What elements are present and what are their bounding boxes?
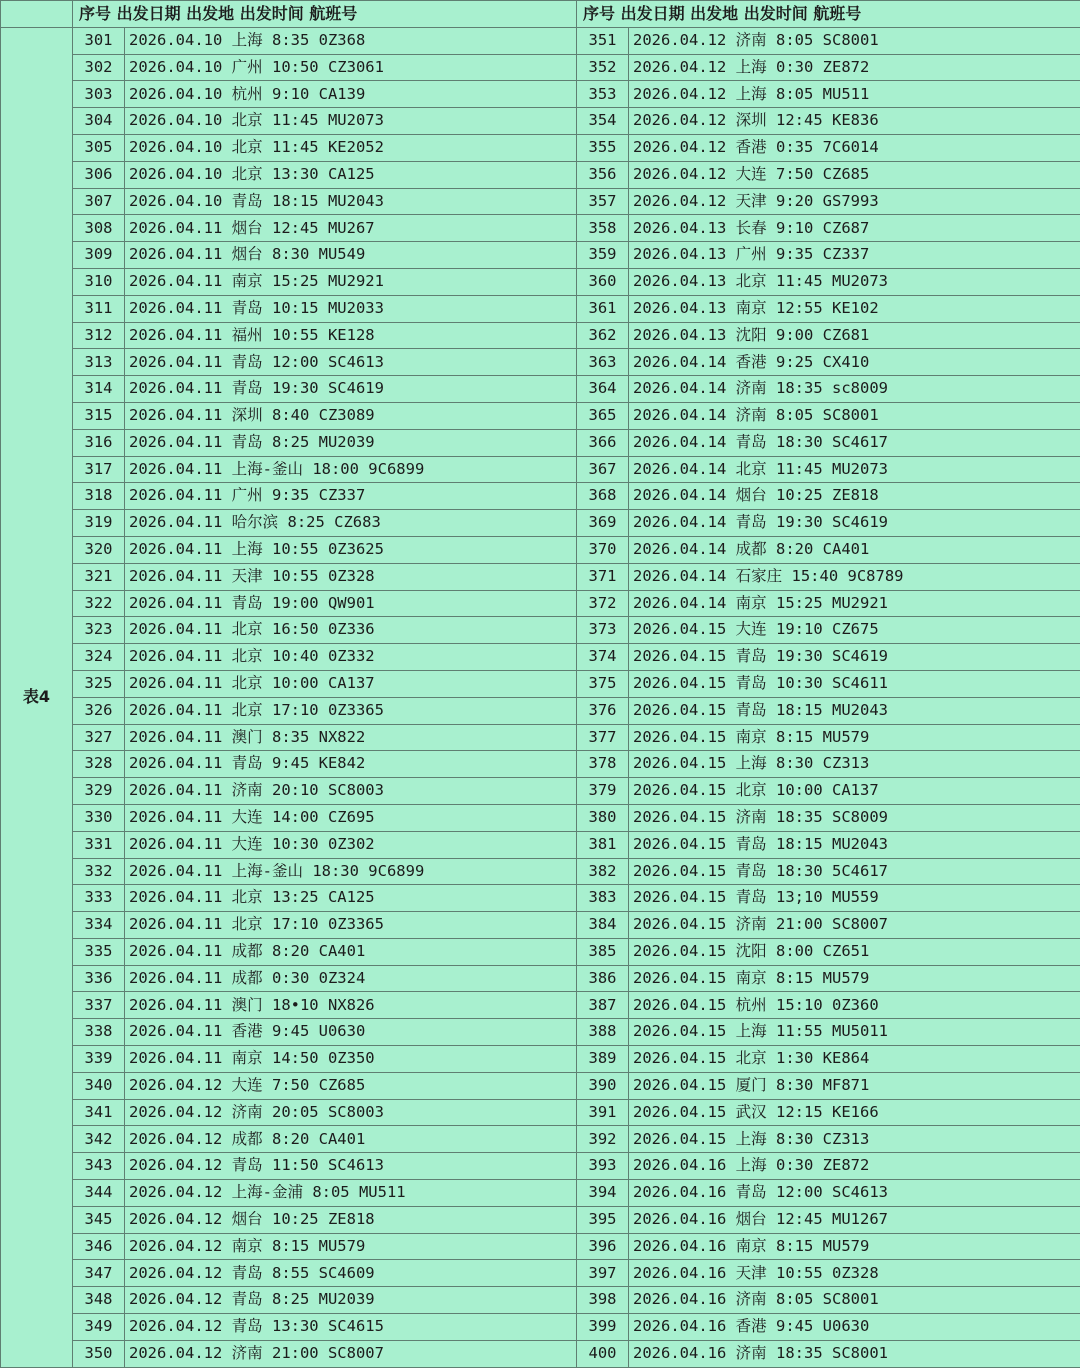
table-row [1, 1019, 1080, 1046]
right-row-number: 352 [577, 54, 629, 81]
right-row-number: 353 [577, 81, 629, 108]
left-row-number: 327 [73, 724, 125, 751]
left-row-details: 2026.04.11 澳门 18•10 NX826 [125, 992, 577, 1019]
table-row [1, 429, 1080, 456]
left-row-number: 333 [73, 885, 125, 912]
left-row-details: 2026.04.11 青岛 8:25 MU2039 [125, 429, 577, 456]
right-row-details: 2026.04.15 厦门 8:30 MF871 [629, 1072, 1080, 1099]
left-row-number: 350 [73, 1340, 125, 1367]
left-row-number: 318 [73, 483, 125, 510]
table-row [1, 1206, 1080, 1233]
table-row [1, 1340, 1080, 1367]
right-row-details: 2026.04.14 南京 15:25 MU2921 [629, 590, 1080, 617]
header-right: 序号 出发日期 出发地 出发时间 航班号 [577, 1, 1080, 28]
right-row-number: 397 [577, 1260, 629, 1287]
left-row-number: 307 [73, 188, 125, 215]
left-row-details: 2026.04.11 烟台 12:45 MU267 [125, 215, 577, 242]
left-row-number: 320 [73, 536, 125, 563]
header-left: 序号 出发日期 出发地 出发时间 航班号 [73, 1, 577, 28]
right-row-details: 2026.04.14 石家庄 15:40 9C8789 [629, 563, 1080, 590]
table-row [1, 778, 1080, 805]
table-row [1, 81, 1080, 108]
left-row-number: 329 [73, 778, 125, 805]
right-row-number: 392 [577, 1126, 629, 1153]
left-row-details: 2026.04.12 青岛 11:50 SC4613 [125, 1153, 577, 1180]
right-row-details: 2026.04.15 济南 21:00 SC8007 [629, 912, 1080, 939]
right-row-details: 2026.04.15 武汉 12:15 KE166 [629, 1099, 1080, 1126]
table-row [1, 295, 1080, 322]
right-row-details: 2026.04.13 长春 9:10 CZ687 [629, 215, 1080, 242]
table-row [1, 536, 1080, 563]
table-row [1, 1072, 1080, 1099]
left-row-details: 2026.04.11 成都 0:30 0Z324 [125, 965, 577, 992]
right-row-details: 2026.04.12 上海 0:30 ZE872 [629, 54, 1080, 81]
left-row-number: 341 [73, 1099, 125, 1126]
left-row-details: 2026.04.12 济南 21:00 SC8007 [125, 1340, 577, 1367]
left-row-number: 303 [73, 81, 125, 108]
right-row-number: 360 [577, 268, 629, 295]
right-row-details: 2026.04.13 北京 11:45 MU2073 [629, 268, 1080, 295]
table-row [1, 1126, 1080, 1153]
right-row-number: 384 [577, 912, 629, 939]
right-row-details: 2026.04.14 济南 18:35 sc8009 [629, 376, 1080, 403]
left-row-number: 308 [73, 215, 125, 242]
table-row [1, 134, 1080, 161]
left-row-number: 314 [73, 376, 125, 403]
left-row-details: 2026.04.11 澳门 8:35 NX822 [125, 724, 577, 751]
table-row [1, 188, 1080, 215]
left-row-details: 2026.04.11 青岛 19:00 QW901 [125, 590, 577, 617]
right-row-number: 365 [577, 402, 629, 429]
left-row-details: 2026.04.11 深圳 8:40 CZ3089 [125, 402, 577, 429]
left-row-number: 339 [73, 1046, 125, 1073]
table-row [1, 1287, 1080, 1314]
table-row [1, 402, 1080, 429]
right-row-details: 2026.04.14 北京 11:45 MU2073 [629, 456, 1080, 483]
right-row-details: 2026.04.14 烟台 10:25 ZE818 [629, 483, 1080, 510]
table-row [1, 1233, 1080, 1260]
right-row-details: 2026.04.14 青岛 18:30 SC4617 [629, 429, 1080, 456]
table-row [1, 1099, 1080, 1126]
right-row-number: 387 [577, 992, 629, 1019]
right-row-number: 393 [577, 1153, 629, 1180]
right-row-details: 2026.04.15 大连 19:10 CZ675 [629, 617, 1080, 644]
right-row-details: 2026.04.15 南京 8:15 MU579 [629, 724, 1080, 751]
right-row-number: 372 [577, 590, 629, 617]
right-row-details: 2026.04.15 沈阳 8:00 CZ651 [629, 938, 1080, 965]
right-row-number: 385 [577, 938, 629, 965]
right-row-details: 2026.04.15 青岛 13;10 MU559 [629, 885, 1080, 912]
left-row-details: 2026.04.11 北京 17:10 0Z3365 [125, 912, 577, 939]
left-row-details: 2026.04.11 上海 10:55 0Z3625 [125, 536, 577, 563]
left-row-details: 2026.04.11 青岛 10:15 MU2033 [125, 295, 577, 322]
left-row-details: 2026.04.12 济南 20:05 SC8003 [125, 1099, 577, 1126]
right-row-number: 361 [577, 295, 629, 322]
table-row [1, 965, 1080, 992]
table-row [1, 831, 1080, 858]
table-row [1, 697, 1080, 724]
right-row-number: 381 [577, 831, 629, 858]
left-row-details: 2026.04.10 杭州 9:10 CA139 [125, 81, 577, 108]
left-row-details: 2026.04.12 青岛 13:30 SC4615 [125, 1314, 577, 1341]
left-row-details: 2026.04.12 青岛 8:25 MU2039 [125, 1287, 577, 1314]
left-row-details: 2026.04.12 南京 8:15 MU579 [125, 1233, 577, 1260]
left-row-number: 309 [73, 242, 125, 269]
left-row-number: 323 [73, 617, 125, 644]
table-row [1, 590, 1080, 617]
right-row-details: 2026.04.16 南京 8:15 MU579 [629, 1233, 1080, 1260]
right-row-details: 2026.04.15 青岛 18:15 MU2043 [629, 697, 1080, 724]
left-row-number: 337 [73, 992, 125, 1019]
right-row-number: 378 [577, 751, 629, 778]
left-row-details: 2026.04.12 青岛 8:55 SC4609 [125, 1260, 577, 1287]
left-row-number: 335 [73, 938, 125, 965]
left-row-details: 2026.04.11 青岛 12:00 SC4613 [125, 349, 577, 376]
right-row-details: 2026.04.14 青岛 19:30 SC4619 [629, 510, 1080, 537]
right-row-number: 374 [577, 644, 629, 671]
left-row-number: 319 [73, 510, 125, 537]
right-row-details: 2026.04.15 青岛 10:30 SC4611 [629, 670, 1080, 697]
right-row-details: 2026.04.12 上海 8:05 MU511 [629, 81, 1080, 108]
right-row-number: 371 [577, 563, 629, 590]
right-row-number: 368 [577, 483, 629, 510]
left-row-number: 336 [73, 965, 125, 992]
table-row [1, 376, 1080, 403]
header-row [1, 1, 1080, 28]
right-row-number: 400 [577, 1340, 629, 1367]
right-row-number: 391 [577, 1099, 629, 1126]
right-row-number: 373 [577, 617, 629, 644]
right-row-number: 394 [577, 1180, 629, 1207]
right-row-details: 2026.04.15 青岛 18:15 MU2043 [629, 831, 1080, 858]
right-row-details: 2026.04.15 北京 10:00 CA137 [629, 778, 1080, 805]
left-row-details: 2026.04.11 福州 10:55 KE128 [125, 322, 577, 349]
left-row-details: 2026.04.10 北京 13:30 CA125 [125, 161, 577, 188]
right-row-details: 2026.04.15 南京 8:15 MU579 [629, 965, 1080, 992]
right-row-number: 380 [577, 804, 629, 831]
left-row-number: 306 [73, 161, 125, 188]
left-row-details: 2026.04.11 北京 13:25 CA125 [125, 885, 577, 912]
table-row [1, 483, 1080, 510]
right-row-number: 388 [577, 1019, 629, 1046]
right-row-number: 395 [577, 1206, 629, 1233]
left-row-details: 2026.04.10 北京 11:45 KE2052 [125, 134, 577, 161]
table-label: 表4 [1, 27, 73, 1367]
table-row [1, 215, 1080, 242]
left-row-details: 2026.04.10 青岛 18:15 MU2043 [125, 188, 577, 215]
left-row-number: 347 [73, 1260, 125, 1287]
left-row-details: 2026.04.12 成都 8:20 CA401 [125, 1126, 577, 1153]
right-row-details: 2026.04.14 成都 8:20 CA401 [629, 536, 1080, 563]
right-row-number: 363 [577, 349, 629, 376]
left-row-number: 325 [73, 670, 125, 697]
table-row [1, 804, 1080, 831]
left-row-number: 338 [73, 1019, 125, 1046]
right-row-details: 2026.04.12 天津 9:20 GS7993 [629, 188, 1080, 215]
table-row [1, 108, 1080, 135]
right-row-number: 382 [577, 858, 629, 885]
right-row-number: 354 [577, 108, 629, 135]
right-row-number: 367 [577, 456, 629, 483]
right-row-number: 362 [577, 322, 629, 349]
left-row-details: 2026.04.11 北京 10:40 0Z332 [125, 644, 577, 671]
table-row [1, 1153, 1080, 1180]
left-row-number: 344 [73, 1180, 125, 1207]
right-row-details: 2026.04.13 南京 12:55 KE102 [629, 295, 1080, 322]
left-row-number: 322 [73, 590, 125, 617]
right-row-number: 369 [577, 510, 629, 537]
left-row-details: 2026.04.12 大连 7:50 CZ685 [125, 1072, 577, 1099]
left-row-number: 316 [73, 429, 125, 456]
left-row-number: 310 [73, 268, 125, 295]
right-row-details: 2026.04.16 济南 8:05 SC8001 [629, 1287, 1080, 1314]
right-row-details: 2026.04.16 青岛 12:00 SC4613 [629, 1180, 1080, 1207]
left-row-number: 328 [73, 751, 125, 778]
right-row-number: 383 [577, 885, 629, 912]
left-row-number: 312 [73, 322, 125, 349]
left-row-details: 2026.04.11 大连 14:00 CZ695 [125, 804, 577, 831]
right-row-details: 2026.04.16 济南 18:35 SC8001 [629, 1340, 1080, 1367]
left-row-number: 321 [73, 563, 125, 590]
table-row [1, 724, 1080, 751]
right-row-details: 2026.04.15 青岛 19:30 SC4619 [629, 644, 1080, 671]
left-row-number: 326 [73, 697, 125, 724]
left-row-details: 2026.04.10 广州 10:50 CZ3061 [125, 54, 577, 81]
right-row-number: 376 [577, 697, 629, 724]
left-row-number: 349 [73, 1314, 125, 1341]
left-row-details: 2026.04.11 上海-釜山 18:00 9C6899 [125, 456, 577, 483]
left-row-number: 330 [73, 804, 125, 831]
right-row-number: 364 [577, 376, 629, 403]
right-row-details: 2026.04.16 上海 0:30 ZE872 [629, 1153, 1080, 1180]
table-row [1, 885, 1080, 912]
right-row-number: 398 [577, 1287, 629, 1314]
left-row-number: 311 [73, 295, 125, 322]
right-row-details: 2026.04.12 大连 7:50 CZ685 [629, 161, 1080, 188]
table-row [1, 992, 1080, 1019]
left-row-number: 340 [73, 1072, 125, 1099]
right-row-number: 355 [577, 134, 629, 161]
right-row-number: 389 [577, 1046, 629, 1073]
table-row [1, 322, 1080, 349]
right-row-number: 356 [577, 161, 629, 188]
right-row-details: 2026.04.15 上海 8:30 CZ313 [629, 1126, 1080, 1153]
left-row-details: 2026.04.11 哈尔滨 8:25 CZ683 [125, 510, 577, 537]
left-row-details: 2026.04.11 香港 9:45 U0630 [125, 1019, 577, 1046]
left-row-number: 302 [73, 54, 125, 81]
left-row-details: 2026.04.11 天津 10:55 0Z328 [125, 563, 577, 590]
left-row-details: 2026.04.10 北京 11:45 MU2073 [125, 108, 577, 135]
left-row-number: 315 [73, 402, 125, 429]
right-row-details: 2026.04.12 香港 0:35 7C6014 [629, 134, 1080, 161]
table-row [1, 268, 1080, 295]
left-row-number: 331 [73, 831, 125, 858]
right-row-number: 390 [577, 1072, 629, 1099]
table-row [1, 563, 1080, 590]
table-row [1, 456, 1080, 483]
left-row-number: 301 [73, 27, 125, 54]
table-row [1, 1046, 1080, 1073]
right-row-number: 386 [577, 965, 629, 992]
left-row-details: 2026.04.12 烟台 10:25 ZE818 [125, 1206, 577, 1233]
left-row-details: 2026.04.11 济南 20:10 SC8003 [125, 778, 577, 805]
right-row-number: 399 [577, 1314, 629, 1341]
right-row-number: 359 [577, 242, 629, 269]
left-row-details: 2026.04.11 北京 17:10 0Z3365 [125, 697, 577, 724]
left-row-details: 2026.04.11 广州 9:35 CZ337 [125, 483, 577, 510]
right-row-number: 379 [577, 778, 629, 805]
left-row-details: 2026.04.11 北京 10:00 CA137 [125, 670, 577, 697]
table-row [1, 751, 1080, 778]
right-row-details: 2026.04.14 济南 8:05 SC8001 [629, 402, 1080, 429]
left-row-details: 2026.04.10 上海 8:35 0Z368 [125, 27, 577, 54]
table-row [1, 938, 1080, 965]
table-row [1, 670, 1080, 697]
corner-cell [1, 1, 73, 28]
right-row-details: 2026.04.16 天津 10:55 0Z328 [629, 1260, 1080, 1287]
right-row-details: 2026.04.16 烟台 12:45 MU1267 [629, 1206, 1080, 1233]
right-row-number: 357 [577, 188, 629, 215]
left-row-details: 2026.04.11 青岛 9:45 KE842 [125, 751, 577, 778]
right-row-number: 377 [577, 724, 629, 751]
right-row-number: 366 [577, 429, 629, 456]
left-row-number: 324 [73, 644, 125, 671]
left-row-number: 332 [73, 858, 125, 885]
left-row-details: 2026.04.11 成都 8:20 CA401 [125, 938, 577, 965]
left-row-number: 348 [73, 1287, 125, 1314]
right-row-details: 2026.04.15 杭州 15:10 0Z360 [629, 992, 1080, 1019]
right-row-details: 2026.04.15 北京 1:30 KE864 [629, 1046, 1080, 1073]
table-row [1, 912, 1080, 939]
right-row-details: 2026.04.13 沈阳 9:00 CZ681 [629, 322, 1080, 349]
left-row-number: 346 [73, 1233, 125, 1260]
table-row [1, 161, 1080, 188]
right-row-details: 2026.04.14 香港 9:25 CX410 [629, 349, 1080, 376]
left-row-number: 334 [73, 912, 125, 939]
right-row-details: 2026.04.15 济南 18:35 SC8009 [629, 804, 1080, 831]
right-row-details: 2026.04.13 广州 9:35 CZ337 [629, 242, 1080, 269]
table-body [1, 27, 1080, 1367]
left-row-number: 313 [73, 349, 125, 376]
left-row-details: 2026.04.11 南京 14:50 0Z350 [125, 1046, 577, 1073]
table-row [1, 1180, 1080, 1207]
right-row-details: 2026.04.15 上海 8:30 CZ313 [629, 751, 1080, 778]
table-row [1, 54, 1080, 81]
table-row [1, 1260, 1080, 1287]
right-row-details: 2026.04.16 香港 9:45 U0630 [629, 1314, 1080, 1341]
table-row [1, 644, 1080, 671]
table-row [1, 27, 1080, 54]
right-row-details: 2026.04.15 青岛 18:30 5C4617 [629, 858, 1080, 885]
left-row-details: 2026.04.12 上海-金浦 8:05 MU511 [125, 1180, 577, 1207]
right-row-number: 375 [577, 670, 629, 697]
table-row [1, 349, 1080, 376]
left-row-details: 2026.04.11 上海-釜山 18:30 9C6899 [125, 858, 577, 885]
left-row-details: 2026.04.11 青岛 19:30 SC4619 [125, 376, 577, 403]
left-row-number: 317 [73, 456, 125, 483]
left-row-details: 2026.04.11 北京 16:50 0Z336 [125, 617, 577, 644]
right-row-details: 2026.04.12 深圳 12:45 KE836 [629, 108, 1080, 135]
left-row-number: 343 [73, 1153, 125, 1180]
left-row-number: 342 [73, 1126, 125, 1153]
right-row-number: 351 [577, 27, 629, 54]
left-row-details: 2026.04.11 大连 10:30 0Z302 [125, 831, 577, 858]
right-row-number: 396 [577, 1233, 629, 1260]
left-row-number: 345 [73, 1206, 125, 1233]
left-row-details: 2026.04.11 烟台 8:30 MU549 [125, 242, 577, 269]
left-row-details: 2026.04.11 南京 15:25 MU2921 [125, 268, 577, 295]
table-row [1, 858, 1080, 885]
table-row [1, 242, 1080, 269]
table-row [1, 617, 1080, 644]
left-row-number: 304 [73, 108, 125, 135]
right-row-number: 370 [577, 536, 629, 563]
table-row [1, 510, 1080, 537]
left-row-number: 305 [73, 134, 125, 161]
right-row-details: 2026.04.15 上海 11:55 MU5011 [629, 1019, 1080, 1046]
right-row-number: 358 [577, 215, 629, 242]
right-row-details: 2026.04.12 济南 8:05 SC8001 [629, 27, 1080, 54]
table-row [1, 1314, 1080, 1341]
